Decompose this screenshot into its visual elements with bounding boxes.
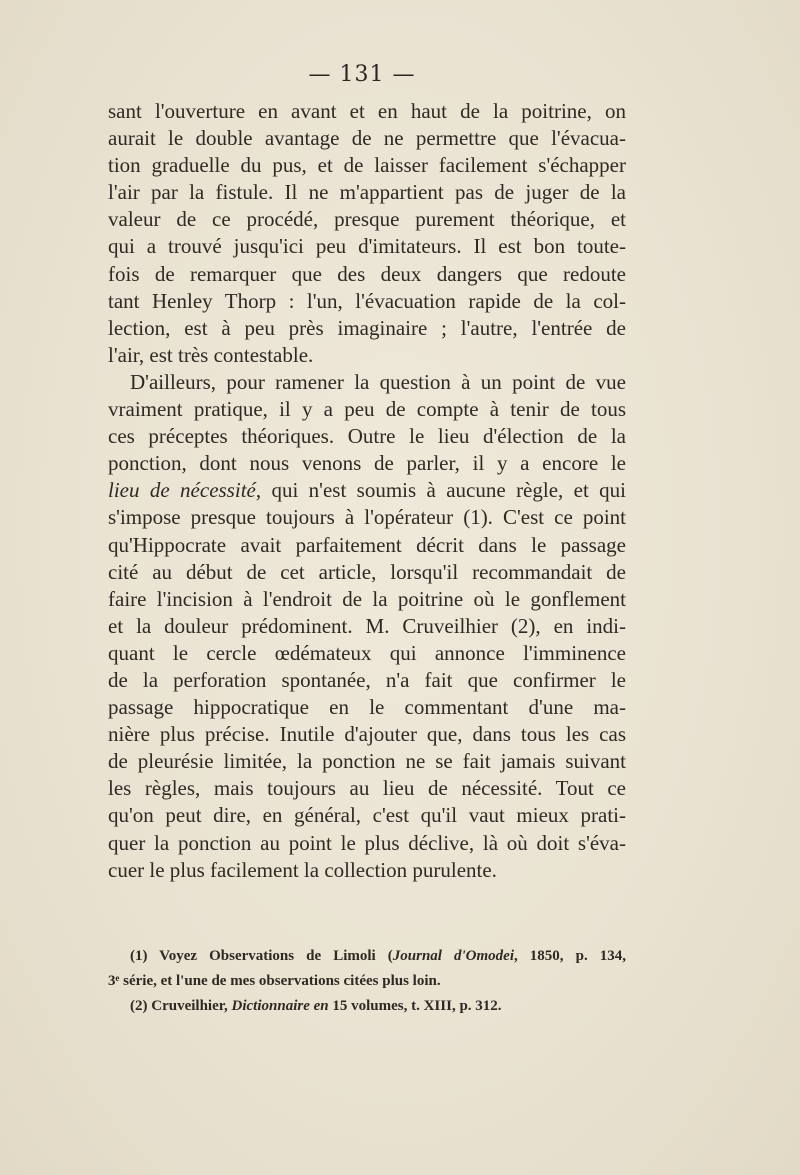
text-line: et la douleur prédominent. M. Cruveilhier (2), en indi- [108,613,626,638]
text-line: les règles, mais toujours au lieu de nécessité. Tout ce [108,776,626,801]
text-fragment: , 1850, p. 134, [514,948,626,964]
paragraph-1 [108,98,626,369]
text-line: qu'on peut dire, en général, c'est qu'il vaut mieux prati- [108,803,626,828]
paragraph-2 [108,369,626,884]
italic-phrase: Journal d'Omodei [392,948,514,964]
text-fragment: , qui n'est soumis à aucune règle, et qui [255,478,627,503]
page-number: — 131 — [308,62,416,87]
text-line: aurait le double avantage de ne permettre que l'évacua- [108,126,626,151]
text-line: valeur de ce procédé, presque purement théorique, et [108,207,626,232]
text-fragment: (2) Cruveilhier, [130,998,232,1014]
text-line: D'ailleurs, pour ramener la question à un point de vue [130,369,626,394]
footnote-1 [108,944,626,969]
text-line: ponction, dont nous venons de parler, il y a encore le [108,451,626,476]
text-line: l'air, est très contestable. [108,342,314,367]
text-line: passage hippocratique en le commentant d'une ma- [108,695,626,720]
text-line-with-italic [108,477,626,504]
text-line: de pleurésie limitée, la ponction ne se fait jamais suivant [108,749,626,774]
italic-phrase: lieu de nécessité [108,478,256,503]
text-fragment: 15 volumes, t. XIII, p. 312. [328,998,502,1014]
text-line: de la perforation spontanée, n'a fait que confirmer le [108,667,626,692]
text-line: tion graduelle du pus, et de laisser facilement s'échapper [108,153,626,178]
text-line: cuer le plus facilement la collection purulente. [108,857,497,882]
footnote-1-continuation: 3ᵉ série, et l'une de mes observations citées plus loin. [108,973,441,989]
footnote-2 [108,994,626,1019]
text-line: tant Henley Thorp : l'un, l'évacuation rapide de la col- [108,288,626,313]
text-line: sant l'ouverture en avant et en haut de la poitrine, on [108,99,626,123]
text-line: faire l'incision à l'endroit de la poitrine où le gonflement [108,586,626,611]
text-line: s'impose presque toujours à l'opérateur (1). C'est ce point [108,505,626,530]
text-line: l'air par la fistule. Il ne m'appartient pas de juger de la [108,180,626,205]
text-line: qu'Hippocrate avait parfaitement décrit dans le passage [108,532,626,557]
text-line: nière plus précise. Inutile d'ajouter que, dans tous les cas [108,722,626,747]
text-line: cité au début de cet article, lorsqu'il recommandait de [108,559,626,584]
text-line: qui a trouvé jusqu'ici peu d'imitateurs. Il est bon toute- [108,234,626,259]
main-text [108,98,626,884]
text-fragment: (1) Voyez Observations de Limoli ( [130,948,393,964]
text-line: ces préceptes théoriques. Outre le lieu d'élection de la [108,424,626,449]
text-line: quer la ponction au point le plus déclive, là où doit s'éva- [108,830,626,855]
footnotes [108,944,626,1019]
text-line: vraiment pratique, il y a peu de compte à tenir de tous [108,397,626,422]
text-line: lection, est à peu près imaginaire ; l'autre, l'entrée de [108,315,626,340]
text-line: fois de remarquer que des deux dangers que redoute [108,261,626,286]
italic-phrase: Dictionnaire en [231,998,329,1014]
text-line: quant le cercle œdémateux qui annonce l'imminence [108,640,626,665]
